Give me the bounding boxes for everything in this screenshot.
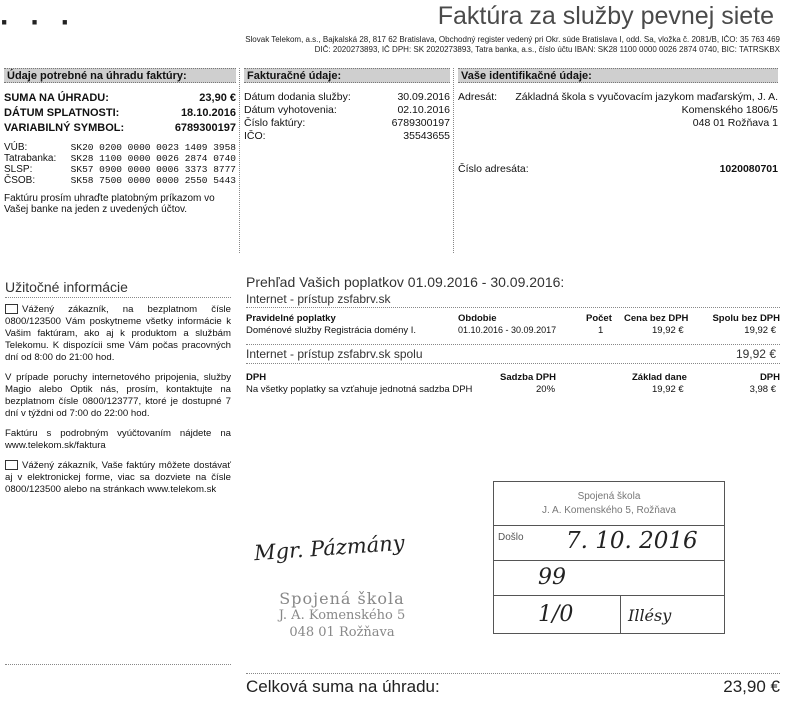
table-cell: Na všetky poplatky sa vzťahuje jednotná sadzba DPH xyxy=(246,384,473,395)
divider xyxy=(239,68,240,253)
col-header: Pravidelné poplatky xyxy=(246,313,336,324)
info-paragraph: Faktúru s podrobným vyúčtovaním nájdete na www.telekom.sk/faktura xyxy=(5,428,231,451)
company-line: Slovak Telekom, a.s., Bajkalská 28, 817 62 Bratislava, Obchodný register vedený pri Okr. súde Bratislava I, odd. Sa, vložka č. 2081/B, IČO: 35 763 469 xyxy=(245,35,780,44)
col-header: DPH xyxy=(759,372,780,383)
stamp-line: J. A. Komenského 5, Rožňava xyxy=(542,505,676,516)
amount-due-row: SUMA NA ÚHRADU: 23,90 € xyxy=(4,92,236,104)
service-name: Internet - prístup zsfabrv.sk xyxy=(246,292,780,308)
info-section xyxy=(5,279,231,504)
variable-symbol-row: VARIABILNÝ SYMBOL: 6789300197 xyxy=(4,122,236,134)
table-cell: 19,92 € xyxy=(652,384,684,395)
identity-section xyxy=(458,68,778,175)
col-header: Počet xyxy=(586,313,612,324)
payment-section xyxy=(4,68,236,215)
table-cell: 01.10.2016 - 30.09.2017 xyxy=(458,325,557,335)
bank-row: VÚB: SK20 0200 0000 0023 1409 3958 xyxy=(4,142,236,153)
table-cell: 19,92 € xyxy=(652,325,684,336)
total-label: Celková suma na úhradu: xyxy=(246,677,440,696)
address-label: Adresát: xyxy=(458,91,498,103)
col-header: Základ dane xyxy=(632,372,687,383)
table-cell: 3,98 € xyxy=(749,384,776,395)
invoice-title: Faktúra za služby pevnej siete xyxy=(437,2,774,30)
addressee-number-row: Číslo adresáta: 1020080701 xyxy=(458,163,778,175)
table-cell: 20% xyxy=(536,384,556,395)
vat-table xyxy=(246,372,780,398)
total-row xyxy=(246,673,780,697)
divider xyxy=(453,68,454,253)
col-header: DPH xyxy=(246,372,267,383)
payment-note: Faktúru prosím uhraďte platobným príkazom vo Vašej banke na jeden z uvedených účtov. xyxy=(4,193,215,215)
handwritten-number: 99 xyxy=(538,565,566,590)
stamp-date-label: Došlo xyxy=(498,532,524,543)
identity-header: Vaše identifikačné údaje: xyxy=(458,68,778,83)
bank-row: ČSOB: SK58 7500 0000 0000 2550 5443 xyxy=(4,175,236,186)
billing-row: Dátum dodania služby: 30.09.2016 xyxy=(244,91,450,103)
stamp-divider xyxy=(620,596,621,633)
handwritten-number: 1/0 xyxy=(538,602,574,627)
handwritten-date: 7. 10. 2016 xyxy=(566,528,698,554)
col-header: Spolu bez DPH xyxy=(712,313,780,324)
company-logo: · · · xyxy=(0,6,77,39)
laptop-icon xyxy=(5,460,18,470)
school-stamp: Spojená škola J. A. Komenského 5 048 01 Rožňava xyxy=(278,589,406,640)
info-paragraph: V prípade poruchy internetového pripojenia, služby Magio alebo Optik nás, prosím, kontaktujte na bezplatnom čísle 0800/123777, ktoré je dostupné 7 dní v týždni od 7:00 do 22:00 hod. xyxy=(5,372,231,419)
billing-row: Číslo faktúry: 6789300197 xyxy=(244,117,450,129)
due-date-row: DÁTUM SPLATNOSTI: 18.10.2016 xyxy=(4,107,236,119)
charges-table xyxy=(246,313,780,339)
billing-section xyxy=(244,68,450,143)
stamp-line: Spojená škola xyxy=(577,491,641,502)
bank-row: Tatrabanka: SK28 1100 0000 0026 2874 0740 xyxy=(4,153,236,164)
info-title: Užitočné informácie xyxy=(5,279,231,298)
company-line: DIČ: 2020273893, IČ DPH: SK 2020273893, Tatra banka, a.s., číslo účtu IBAN: SK28 1100 0000 0026 2874 0740, BIC: TATRSKBX xyxy=(314,45,780,54)
info-paragraph: Vážený zákazník, Vaše faktúry môžete dostávať aj v elektronickej forme, viac sa dozviete na čísle 0800/123500 alebo na stránkach www.telekom.sk xyxy=(5,460,231,495)
subtotal-row: Internet - prístup zsfabrv.sk spolu 19,92 € xyxy=(246,344,780,364)
billing-row: Dátum vyhotovenia: 02.10.2016 xyxy=(244,104,450,116)
billing-header: Fakturačné údaje: xyxy=(244,68,450,83)
col-header: Cena bez DPH xyxy=(624,313,689,324)
address: Základná škola s vyučovacím jazykom maďarským, J. A. Komenského 1806/5 048 01 Rožňava 1 xyxy=(515,91,778,129)
col-header: Sadzba DPH xyxy=(500,372,556,383)
payment-header: Údaje potrebné na úhradu faktúry: xyxy=(4,68,236,83)
phone-icon xyxy=(5,304,18,314)
company-info xyxy=(200,35,780,55)
table-cell: 1 xyxy=(598,325,604,336)
charges-overview xyxy=(246,274,780,398)
total-value: 23,90 € xyxy=(723,677,780,696)
divider xyxy=(5,664,231,665)
table-cell: Doménové služby Registrácia domény I. xyxy=(246,325,417,336)
handwritten-initials: Illésy xyxy=(628,606,672,625)
handwritten-signature: Mgr. Pázmány xyxy=(253,530,406,566)
col-header: Obdobie xyxy=(458,313,497,324)
info-paragraph: Vážený zákazník, na bezplatnom čísle 0800/123500 Vám poskytneme všetky informácie k Vašim faktúram, ako aj k produktom a službám Telekomu. K dispozícii sme Vám počas pracovných dní od 8:00 do 21:00 hod. xyxy=(5,304,231,363)
table-cell: 19,92 € xyxy=(744,325,776,336)
bank-row: SLSP: SK57 0900 0000 0006 3373 8777 xyxy=(4,164,236,175)
registry-stamp xyxy=(493,481,725,634)
overview-title: Prehľad Vašich poplatkov 01.09.2016 - 30.09.2016: xyxy=(246,274,565,290)
billing-row: IČO: 35543655 xyxy=(244,130,450,142)
